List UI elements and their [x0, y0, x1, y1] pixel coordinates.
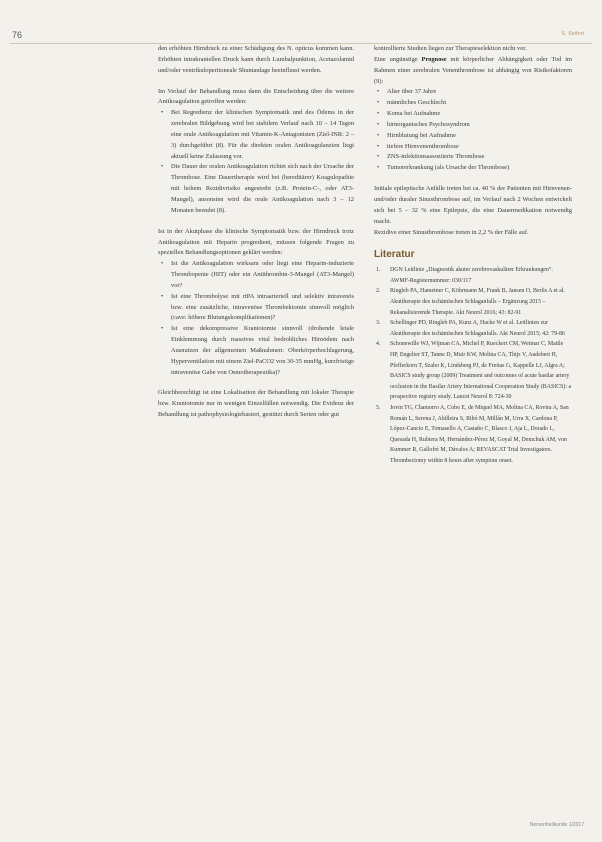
- literature-heading: Literatur: [374, 249, 415, 261]
- right-paragraph-3: Initiale epileptische Anfälle treten bei ca. 40 % der Patienten mit Hirnvenen- und/oder duraler Sinusthrombose auf, im Verlauf nach 2 Wochen entwickelt sich bei 5 – 32 % eine Epilepsie, die eine Dauermedikation notwendig macht.: [374, 185, 572, 225]
- reference-item: 3. Schellinger PD, Ringleb PA, Kunz A, Hacke W et al. Leitlinien zur Akuttherapie des ischämischen Schlaganfalls. Akt Neurol 2015; 42: 79-86: [376, 320, 565, 337]
- page-footer: Nervenheilkunde 1/2017: [529, 822, 584, 828]
- list-item: • Koma bei Aufnahme: [387, 109, 572, 120]
- list-item: • Ist eine dekompressive Kraniotomie sinnvoll (drohende letale Einklemmung durch massives vital bedrohliches Hirnödem nach Ausnutzen der allgemeinen Maßnahmen: Oberkörperhochlagerung, Hyperventilation mit einem Ziel-PaCO2 von 30-35 mmHg, kurzfristige intravenöse Gabe von Osmotherapeutika)?: [171, 324, 354, 378]
- right-paragraph-1: kontrollierte Studien liegen zur Therapieselektion nicht vor.: [374, 45, 527, 52]
- option-bullets: [158, 259, 354, 378]
- right-column: [374, 44, 572, 466]
- list-item: • Ist eine Thrombolyse mit rtPA intraarteriell und selektiv intravenös bzw. eine zusätzliche, intravenöse Thrombektomie sinnvoll möglich (cave: höhere Blutungskomplikationen)?: [171, 292, 354, 325]
- list-item: • männliches Geschlecht: [387, 98, 572, 109]
- reference-item: 2. Ringleb PA, Hametner C, Köhrmann M, Frank B, Jansen O, Berlis A et al. Akuttherapie des ischämischen Schlaganfalls – Ergänzung 2015 – Rekanalisierende Therapie. Akt Neurol 2016; 43: 82-91: [376, 288, 566, 316]
- running-title: S. Seifert: [561, 31, 584, 37]
- reference-item: 4. Schonewille WJ, Wijman CA, Michel P, Rueckert CM, Weimar C, Mattle HP, Engelter ST, Tanne D, Muir KW, Molina CA, Thijs V, Audebert H, Pfefferkorn T, Szabo K, Lindsberg PJ, de Freitas G, Kappelle LJ, Algra A; BASICS study group (2009) Treatment and outcomes of acute basilar artery occlusion in the Basilar Artery International Cooperation Study (BASICS): a prospective registry study. Lancet Neurol 8: 724-30: [376, 341, 572, 401]
- list-item: • Hirnblutung bei Aufnahme: [387, 131, 572, 142]
- list-item: • ZNS-infektionsassoziierte Thrombose: [387, 152, 572, 163]
- prognosis-paragraph: Eine ungünstige Prognose mit körperlicher Abhängigkeit oder Tod im Rahmen einer zerebralen Venenthrombose ist abhängig von Risikofaktoren (9):: [374, 55, 572, 85]
- list-item: • Alter über 37 Jahre: [387, 87, 572, 98]
- left-paragraph-1: den erhöhten Hirndruck zu einer Schädigung des N. opticus kommen kann. Erhöhten intrakraniellen Druck kann durch Lumbalpunktion, Acetazolamid und/oder ventrikuloperitoneale Shuntanlage beeinflusst werden.: [158, 45, 354, 74]
- left-paragraph-3: Ist in der Akutphase die klinische Symptomatik bzw. der Hirndruck trotz Antikoagulation mit Heparin progredient, müssen folgende Fragen zu speziellen Behandlungsoptionen geklärt werden:: [158, 227, 354, 257]
- treatment-bullets: [158, 108, 354, 216]
- list-item: • hirnorganisches Psychosyndrom: [387, 120, 572, 131]
- reference-item: 1. DGN Leitlinie „Diagnostik akuter zerebrovaskulärer Erkrankungen“. AWMF-Registernummer: 030/117: [376, 267, 553, 284]
- list-item: • Ist die Antikoagulation wirksam oder liegt eine Heparin-induzierte Thrombopenie (HIT) oder ein Antithrombin-3-Mangel (AT3-Mangel) vor?: [171, 259, 354, 292]
- list-item: • Die Dauer der oralen Antikoagulation richtet sich nach der Ursache der Thrombose. Eine Dauertherapie wird bei (hereditärer) Koagulopathie mit hohem Rezidivrisiko angestrebt (z.B. Protein-C-, oder AT3-Mangel), ansonsten wird die orale Antikoagulation nach 3 – 12 Monaten beendet (8).: [171, 162, 354, 216]
- page-header: [0, 30, 602, 44]
- page-number: 76: [12, 30, 23, 40]
- reference-list: [374, 265, 572, 466]
- list-item: • Bei Regredienz der klinischen Symptomatik und des Ödems in der zerebralen Bildgebung wird bei stabilem Verlauf nach 10 – 14 Tagen eine orale Antikoagulation mit Vitamin-K-Antagonisten (Ziel-INR: 2 – 3) durchgeführt (8). Für die direkten oralen Antikoagulanzien liegt aktuell keine Zulassung vor.: [171, 108, 354, 162]
- list-item: • Tumorerkrankung (als Ursache der Thrombose): [387, 163, 572, 174]
- left-paragraph-2: Im Verlauf der Behandlung muss dann die Entscheidung über die weitere Antikoagulation getroffen werden:: [158, 87, 354, 106]
- right-paragraph-4: Rezidive einer Sinusthrombose treten in 2,2 % der Fälle auf.: [374, 228, 529, 236]
- left-paragraph-4: Gleichberechtigt ist eine Lokalisation der Behandlung mit lokaler Therapie bzw. Kraniotomie nur in wenigen Einzelfällen notwendig. Die Evidenz der Behandlung ist pathophysiologiebasiert, gestützt durch Serien oder gut: [158, 389, 354, 419]
- prognosis-term: Prognose: [421, 55, 447, 63]
- reference-item: 5. Jovin TG, Chamorro A, Cobo E, de Miquel MA, Molina CA, Rovira A, San Román L, Serena J, Abilleira S, Ribó M, Millán M, Urra X, Cardona P, López-Cancio E, Tomasello A, Castaño C, Blasco J, Aja L, Dorado L, Quesada H, Rubiera M, Hernández-Pérez M, Goyal M, Demchuk AM, von Kummer R, Gallofré M, Dávalos A; REVASCAT Trial Investigators. Thrombectomy within 8 hours after symptom onset.: [376, 404, 569, 464]
- left-column: [158, 44, 354, 421]
- risk-factor-list: [374, 87, 572, 174]
- list-item: • tiefere Hirnvenenthrombose: [387, 142, 572, 153]
